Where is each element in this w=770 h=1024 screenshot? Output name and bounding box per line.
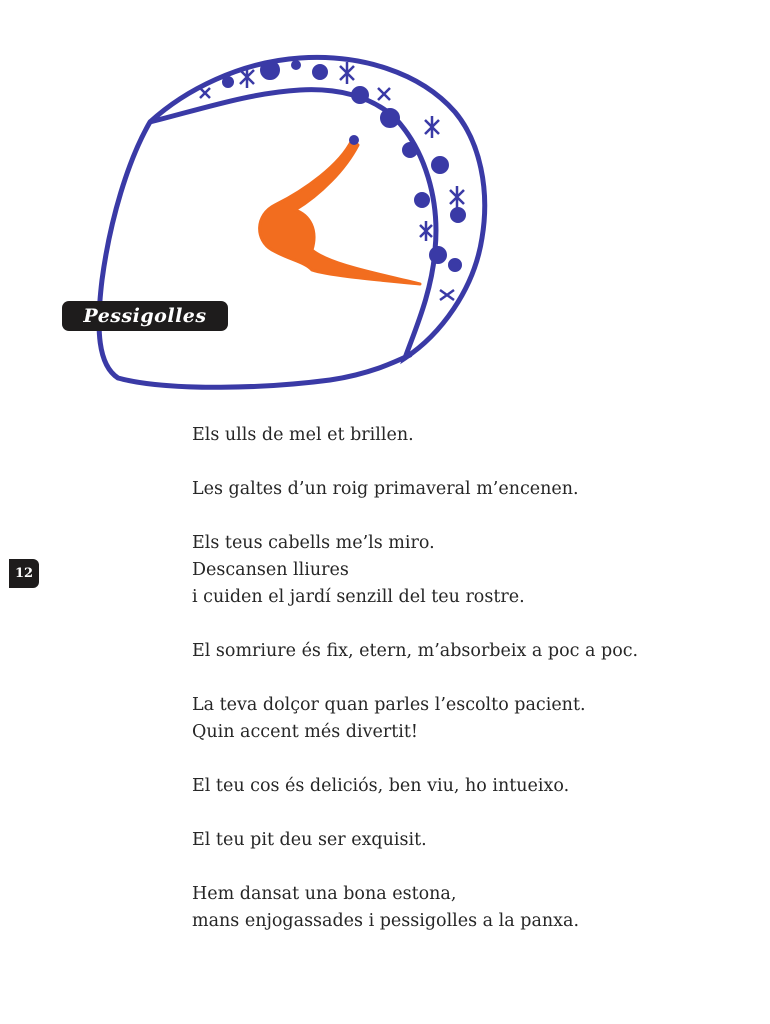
stanza-6 xyxy=(192,773,752,800)
stanza-3 xyxy=(192,530,752,611)
stanza-1 xyxy=(192,422,752,449)
stanza-2 xyxy=(192,476,752,503)
stanza-8 xyxy=(192,881,752,935)
poem-title-badge: Pessigolles xyxy=(62,301,228,331)
stanza-7 xyxy=(192,827,752,854)
poem-text xyxy=(192,422,752,962)
face-outline xyxy=(99,122,410,387)
stanza-4 xyxy=(192,638,752,665)
page-number-tab: 12 xyxy=(9,559,39,588)
poem-line: Quin accent més divertit! xyxy=(192,722,418,742)
poem-line: Els teus cabells me’ls miro. xyxy=(192,533,435,553)
stanza-5 xyxy=(192,692,752,746)
poem-line: El teu pit deu ser exquisit. xyxy=(192,830,427,850)
poem-line: El teu cos és deliciós, ben viu, ho intueixo. xyxy=(192,776,570,796)
poem-line: Els ulls de mel et brillen. xyxy=(192,425,414,445)
poem-line: La teva dolçor quan parles l’escolto pacient. xyxy=(192,695,586,715)
poem-line: Descansen lliures xyxy=(192,560,349,580)
poem-line: Hem dansat una bona estona, xyxy=(192,884,457,904)
poem-line: mans enjogassades i pessigolles a la panxa. xyxy=(192,911,580,931)
moon-face-illustration xyxy=(0,0,770,400)
poem-line: El somriure és fix, etern, m’absorbeix a poc a poc. xyxy=(192,641,639,661)
poem-line: Les galtes d’un roig primaveral m’encenen. xyxy=(192,479,579,499)
poem-line: i cuiden el jardí senzill del teu rostre. xyxy=(192,587,525,607)
nose-tip-dot xyxy=(349,135,359,145)
orange-nose xyxy=(260,140,420,284)
